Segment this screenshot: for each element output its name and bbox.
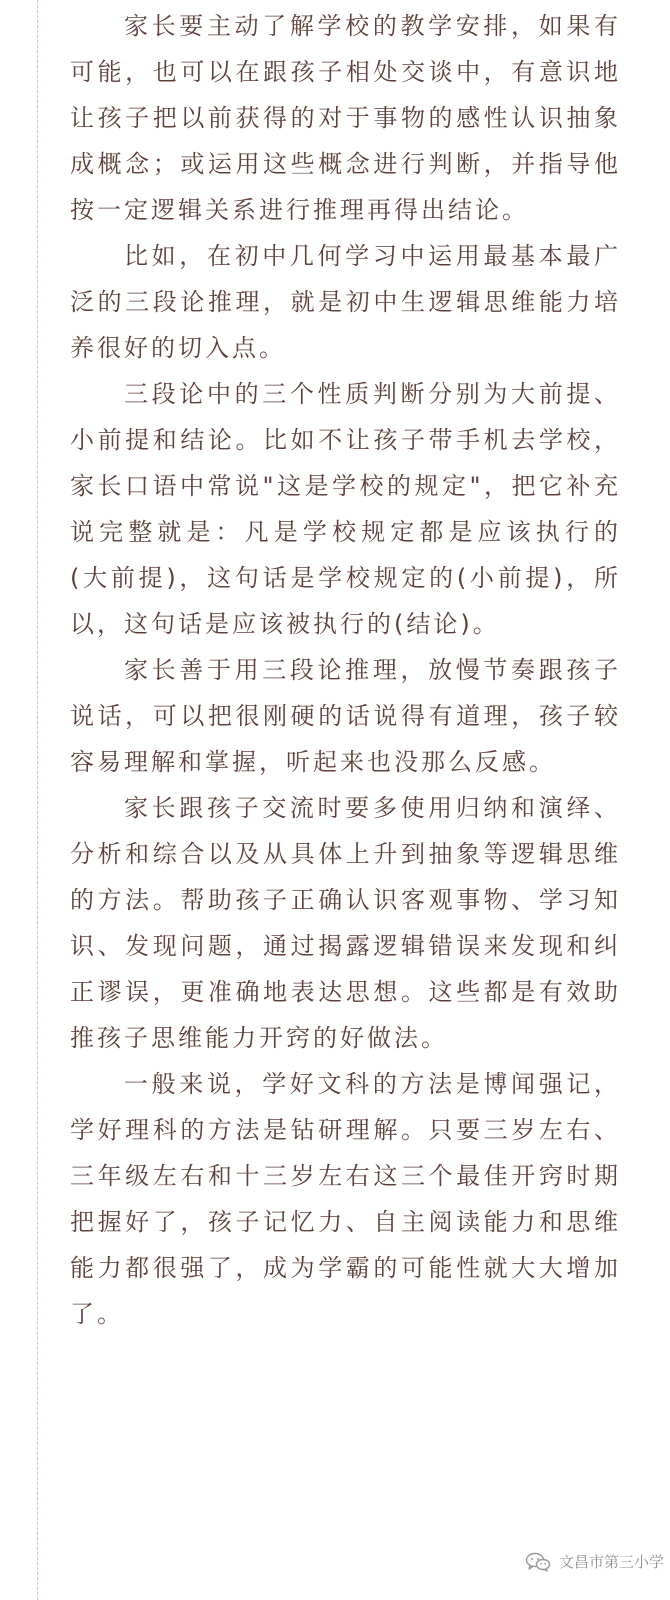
source-watermark xyxy=(525,1551,664,1572)
article-paragraph: 家长跟孩子交流时要多使用归纳和演绎、分析和综合以及从具体上升到抽象等逻辑思维的方法。帮助孩子正确认识客观事物、学习知识、发现问题，通过揭露逻辑错误来发现和纠正谬误，更准确地表达思想。这些都是有效助推孩子思维能力开窍的好做法。 xyxy=(70,794,621,1052)
wechat-icon xyxy=(525,1552,551,1572)
article-paragraph: 家长要主动了解学校的教学安排，如果有可能，也可以在跟孩子相处交谈中，有意识地让孩子把以前获得的对于事物的感性认识抽象成概念；或运用这些概念进行判断，并指导他按一定逻辑关系进行推理再得出结论。 xyxy=(70,12,621,224)
article-paragraph: 比如，在初中几何学习中运用最基本最广泛的三段论推理，就是初中生逻辑思维能力培养很好的切入点。 xyxy=(70,242,621,362)
article-paragraph: 三段论中的三个性质判断分别为大前提、小前提和结论。比如不让孩子带手机去学校，家长口语中常说"这是学校的规定"，把它补充说完整就是：凡是学校规定都是应该执行的(大前提)，这句话是学校规定的(小前提)，所以，这句话是应该被执行的(结论)。 xyxy=(70,380,621,638)
article-paragraph: 一般来说，学好文科的方法是博闻强记，学好理科的方法是钻研理解。只要三岁左右、三年级左右和十三岁左右这三个最佳开窍时期把握好了，孩子记忆力、自主阅读能力和思维能力都很强了，成为学霸的可能性就大大增加了。 xyxy=(70,1070,621,1328)
article-body xyxy=(70,3,621,1337)
watermark-text: 文昌市第三小学 xyxy=(558,1553,664,1571)
decorative-dashed-rule xyxy=(37,0,38,1600)
article-paragraph: 家长善于用三段论推理，放慢节奏跟孩子说话，可以把很刚硬的话说得有道理，孩子较容易理解和掌握，听起来也没那么反感。 xyxy=(70,656,621,776)
